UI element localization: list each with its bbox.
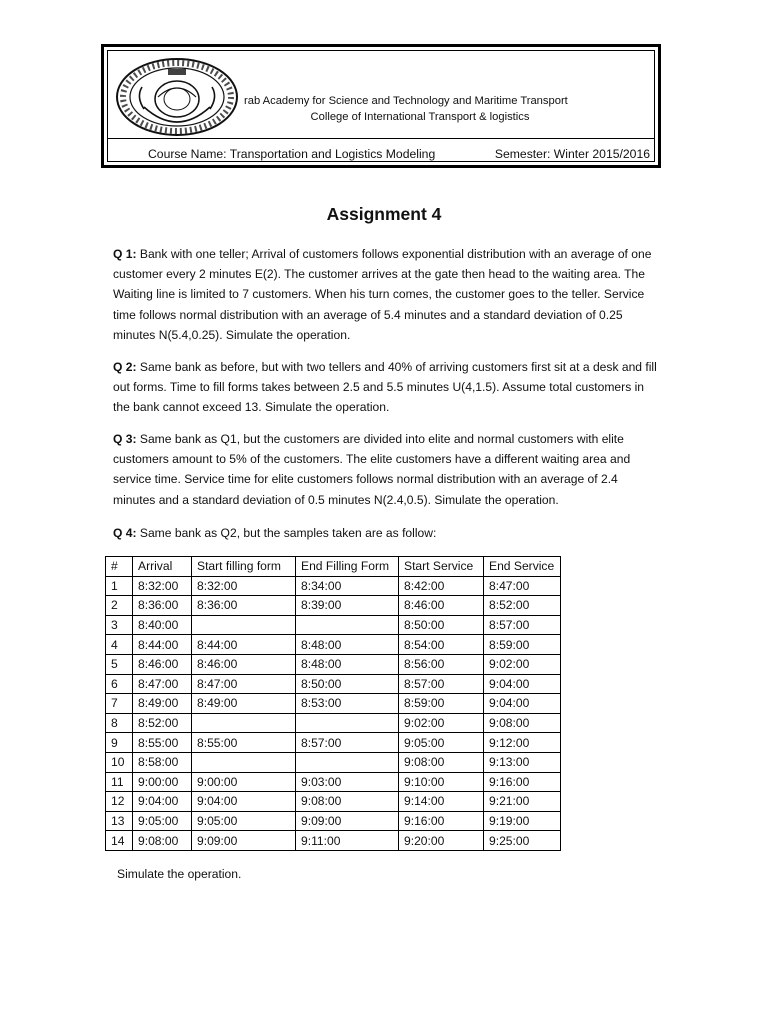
table-cell [296,713,399,733]
table-cell: 8:46:00 [133,654,192,674]
table-cell: 13 [106,811,133,831]
table-cell: 8:48:00 [296,654,399,674]
table-cell: 8:52:00 [133,713,192,733]
table-cell: 9:05:00 [192,811,296,831]
table-cell: 8:49:00 [192,694,296,714]
question-2 [113,357,658,418]
table-cell: 8:40:00 [133,615,192,635]
table-cell: 11 [106,772,133,792]
table-cell: 9:04:00 [484,674,561,694]
question-3 [113,429,658,510]
table-cell: 8:47:00 [484,576,561,596]
samples-table [105,556,561,851]
table-row [106,752,561,772]
table-cell: 9 [106,733,133,753]
table-cell [296,615,399,635]
table-cell: 8:36:00 [133,596,192,616]
table-row [106,733,561,753]
table-header-row [106,557,561,577]
table-cell: 8:34:00 [296,576,399,596]
table-row [106,772,561,792]
table-cell: 9:13:00 [484,752,561,772]
table-cell: 9:14:00 [399,792,484,812]
table-cell: 9:10:00 [399,772,484,792]
question-text: Same bank as before, but with two tellers and 40% of arriving customers first sit at a desk and fill out forms. Time to fill forms takes between 2.5 and 5.5 minutes U(4,1.5). Assume total customers in the bank cannot exceed 13. Simulate the operation. [113,360,657,415]
course-name: Course Name: Transportation and Logistics Modeling [148,147,436,161]
table-cell: 8:32:00 [192,576,296,596]
table-row [106,576,561,596]
table-row [106,615,561,635]
table-cell: 8:47:00 [133,674,192,694]
table-cell: 9:08:00 [399,752,484,772]
page-title: Assignment 4 [326,204,442,224]
table-cell: 8:53:00 [296,694,399,714]
question-text: Same bank as Q1, but the customers are divided into elite and normal customers with elite customers amount to 5% of the customers. The elite customers have a different waiting area and service time. Service time for elite customers follows normal distribution with an average of 2.4 minutes and a standard deviation of 0.5 minutes N(2.4,0.5). Simulate the operation. [113,432,631,507]
table-cell: 9:21:00 [484,792,561,812]
table-cell: 8:57:00 [296,733,399,753]
table-row [106,831,561,851]
header-divider [107,138,655,139]
question-text: Bank with one teller; Arrival of customers follows exponential distribution with an average of one customer every 2 minutes E(2). The customer arrives at the gate then head to the waiting area. The Waiting line is limited to 7 customers. When his turn comes, the customer goes to the teller. Service time follows normal distribution with an average of 5.4 minutes and a standard deviation of 0.25 minutes N(5.4,0.25). Simulate the operation. [113,247,652,342]
table-cell: 9:08:00 [296,792,399,812]
table-cell: 10 [106,752,133,772]
table-cell: 8:32:00 [133,576,192,596]
table-cell: 8:58:00 [133,752,192,772]
table-cell [192,752,296,772]
column-header: End Filling Form [296,557,399,577]
table-row [106,635,561,655]
table-cell: 8:59:00 [484,635,561,655]
table-cell: 8:39:00 [296,596,399,616]
column-header: Start Service [399,557,484,577]
institution-name: rab Academy for Science and Technology and Maritime Transport [244,95,568,107]
table-cell: 8:36:00 [192,596,296,616]
table-cell: 1 [106,576,133,596]
table-cell: 8:49:00 [133,694,192,714]
table-cell: 9:12:00 [484,733,561,753]
question-label: Q 2: [113,360,137,374]
column-header: Start filling form [192,557,296,577]
table-cell: 8:52:00 [484,596,561,616]
table-cell: 8:55:00 [192,733,296,753]
question-label: Q 3: [113,432,137,446]
table-cell: 9:25:00 [484,831,561,851]
header-box [101,44,661,168]
table-cell: 8:42:00 [399,576,484,596]
column-header: End Service [484,557,561,577]
table-cell: 8:56:00 [399,654,484,674]
table-row [106,694,561,714]
table-cell: 8 [106,713,133,733]
table-cell [296,752,399,772]
table-cell: 9:16:00 [484,772,561,792]
column-header: # [106,557,133,577]
table-cell: 8:57:00 [399,674,484,694]
college-name: College of International Transport & logistics [310,111,530,123]
table-cell: 6 [106,674,133,694]
table-cell: 9:16:00 [399,811,484,831]
table-cell: 9:08:00 [484,713,561,733]
table-cell: 8:57:00 [484,615,561,635]
table-row [106,674,561,694]
table-row [106,713,561,733]
semester: Semester: Winter 2015/2016 [494,147,650,161]
table-cell: 9:09:00 [192,831,296,851]
table-cell: 8:44:00 [133,635,192,655]
table-cell: 7 [106,694,133,714]
table-cell: 8:54:00 [399,635,484,655]
table-cell: 8:47:00 [192,674,296,694]
table-row [106,792,561,812]
table-cell: 9:20:00 [399,831,484,851]
academy-seal-logo [114,57,240,137]
table-cell: 9:08:00 [133,831,192,851]
table-cell: 9:04:00 [192,792,296,812]
table-cell: 4 [106,635,133,655]
table-cell: 9:04:00 [484,694,561,714]
table-cell: 9:00:00 [192,772,296,792]
table-cell: 9:19:00 [484,811,561,831]
table-cell: 8:46:00 [192,654,296,674]
table-row [106,811,561,831]
table-cell: 8:50:00 [399,615,484,635]
table-cell: 9:02:00 [484,654,561,674]
table-cell: 8:55:00 [133,733,192,753]
table-row [106,654,561,674]
table-cell: 8:46:00 [399,596,484,616]
question-4 [113,523,658,543]
question-label: Q 1: [113,247,137,261]
question-1 [113,244,658,345]
question-text: Same bank as Q2, but the samples taken are as follow: [136,526,437,540]
table-cell: 3 [106,615,133,635]
table-cell: 12 [106,792,133,812]
table-cell: 8:44:00 [192,635,296,655]
table-cell: 9:09:00 [296,811,399,831]
table-cell: 9:05:00 [399,733,484,753]
table-row [106,596,561,616]
table-cell: 8:48:00 [296,635,399,655]
column-header: Arrival [133,557,192,577]
table-cell: 9:02:00 [399,713,484,733]
table-cell: 5 [106,654,133,674]
table-cell: 8:59:00 [399,694,484,714]
table-cell: 8:50:00 [296,674,399,694]
table-cell [192,713,296,733]
table-cell: 9:05:00 [133,811,192,831]
table-cell: 9:03:00 [296,772,399,792]
table-cell: 14 [106,831,133,851]
footer-note: Simulate the operation. [117,867,242,881]
table-cell: 9:11:00 [296,831,399,851]
table-cell: 9:00:00 [133,772,192,792]
table-cell: 9:04:00 [133,792,192,812]
question-label: Q 4: [113,526,137,540]
table-cell: 2 [106,596,133,616]
table-cell [192,615,296,635]
